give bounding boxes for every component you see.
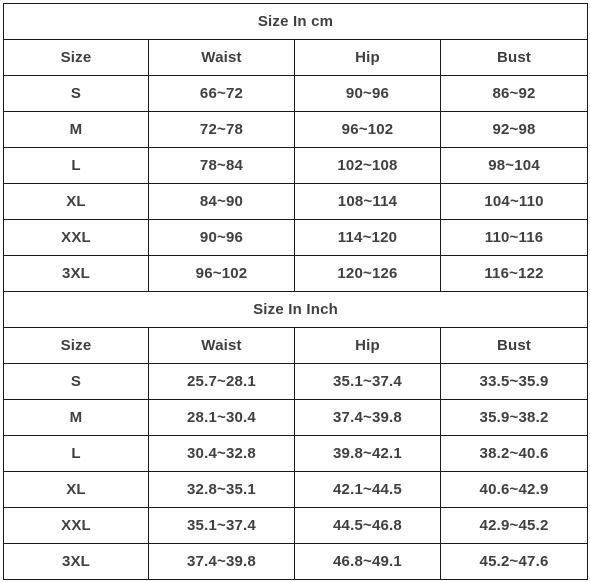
header-waist: Waist bbox=[149, 40, 295, 76]
size-table bbox=[3, 3, 588, 580]
waist-cell: 30.4~32.8 bbox=[149, 436, 295, 472]
table-row bbox=[4, 508, 588, 544]
header-waist: Waist bbox=[149, 328, 295, 364]
size-cell: S bbox=[4, 76, 149, 112]
hip-cell: 108~114 bbox=[295, 184, 441, 220]
hip-cell: 102~108 bbox=[295, 148, 441, 184]
header-size: Size bbox=[4, 328, 149, 364]
waist-cell: 84~90 bbox=[149, 184, 295, 220]
waist-cell: 35.1~37.4 bbox=[149, 508, 295, 544]
header-size: Size bbox=[4, 40, 149, 76]
hip-cell: 37.4~39.8 bbox=[295, 400, 441, 436]
table-row bbox=[4, 256, 588, 292]
waist-cell: 25.7~28.1 bbox=[149, 364, 295, 400]
waist-cell: 28.1~30.4 bbox=[149, 400, 295, 436]
waist-cell: 78~84 bbox=[149, 148, 295, 184]
table-row bbox=[4, 148, 588, 184]
table-row bbox=[4, 544, 588, 580]
size-cell: M bbox=[4, 112, 149, 148]
table-row bbox=[4, 76, 588, 112]
inch-title-row bbox=[4, 292, 588, 328]
bust-cell: 40.6~42.9 bbox=[441, 472, 588, 508]
waist-cell: 72~78 bbox=[149, 112, 295, 148]
size-cell: 3XL bbox=[4, 256, 149, 292]
waist-cell: 90~96 bbox=[149, 220, 295, 256]
table-row bbox=[4, 220, 588, 256]
inch-header-row bbox=[4, 328, 588, 364]
hip-cell: 39.8~42.1 bbox=[295, 436, 441, 472]
size-chart bbox=[3, 3, 587, 580]
size-cell: S bbox=[4, 364, 149, 400]
bust-cell: 42.9~45.2 bbox=[441, 508, 588, 544]
header-bust: Bust bbox=[441, 40, 588, 76]
hip-cell: 120~126 bbox=[295, 256, 441, 292]
table-row bbox=[4, 400, 588, 436]
header-hip: Hip bbox=[295, 328, 441, 364]
size-cell: XL bbox=[4, 184, 149, 220]
waist-cell: 96~102 bbox=[149, 256, 295, 292]
size-cell: 3XL bbox=[4, 544, 149, 580]
hip-cell: 114~120 bbox=[295, 220, 441, 256]
size-cell: XXL bbox=[4, 220, 149, 256]
table-row bbox=[4, 364, 588, 400]
size-cell: XXL bbox=[4, 508, 149, 544]
size-cell: L bbox=[4, 148, 149, 184]
size-cell: M bbox=[4, 400, 149, 436]
bust-cell: 35.9~38.2 bbox=[441, 400, 588, 436]
hip-cell: 42.1~44.5 bbox=[295, 472, 441, 508]
size-cell: L bbox=[4, 436, 149, 472]
bust-cell: 116~122 bbox=[441, 256, 588, 292]
bust-cell: 86~92 bbox=[441, 76, 588, 112]
header-hip: Hip bbox=[295, 40, 441, 76]
bust-cell: 92~98 bbox=[441, 112, 588, 148]
hip-cell: 96~102 bbox=[295, 112, 441, 148]
hip-cell: 35.1~37.4 bbox=[295, 364, 441, 400]
bust-cell: 98~104 bbox=[441, 148, 588, 184]
cm-title-row bbox=[4, 4, 588, 40]
bust-cell: 45.2~47.6 bbox=[441, 544, 588, 580]
header-bust: Bust bbox=[441, 328, 588, 364]
table-row bbox=[4, 436, 588, 472]
hip-cell: 90~96 bbox=[295, 76, 441, 112]
table-row bbox=[4, 472, 588, 508]
waist-cell: 66~72 bbox=[149, 76, 295, 112]
bust-cell: 38.2~40.6 bbox=[441, 436, 588, 472]
bust-cell: 33.5~35.9 bbox=[441, 364, 588, 400]
bust-cell: 104~110 bbox=[441, 184, 588, 220]
waist-cell: 37.4~39.8 bbox=[149, 544, 295, 580]
waist-cell: 32.8~35.1 bbox=[149, 472, 295, 508]
inch-section-title: Size In Inch bbox=[4, 292, 588, 328]
bust-cell: 110~116 bbox=[441, 220, 588, 256]
hip-cell: 44.5~46.8 bbox=[295, 508, 441, 544]
cm-header-row bbox=[4, 40, 588, 76]
size-cell: XL bbox=[4, 472, 149, 508]
hip-cell: 46.8~49.1 bbox=[295, 544, 441, 580]
table-row bbox=[4, 184, 588, 220]
cm-section-title: Size In cm bbox=[4, 4, 588, 40]
table-row bbox=[4, 112, 588, 148]
